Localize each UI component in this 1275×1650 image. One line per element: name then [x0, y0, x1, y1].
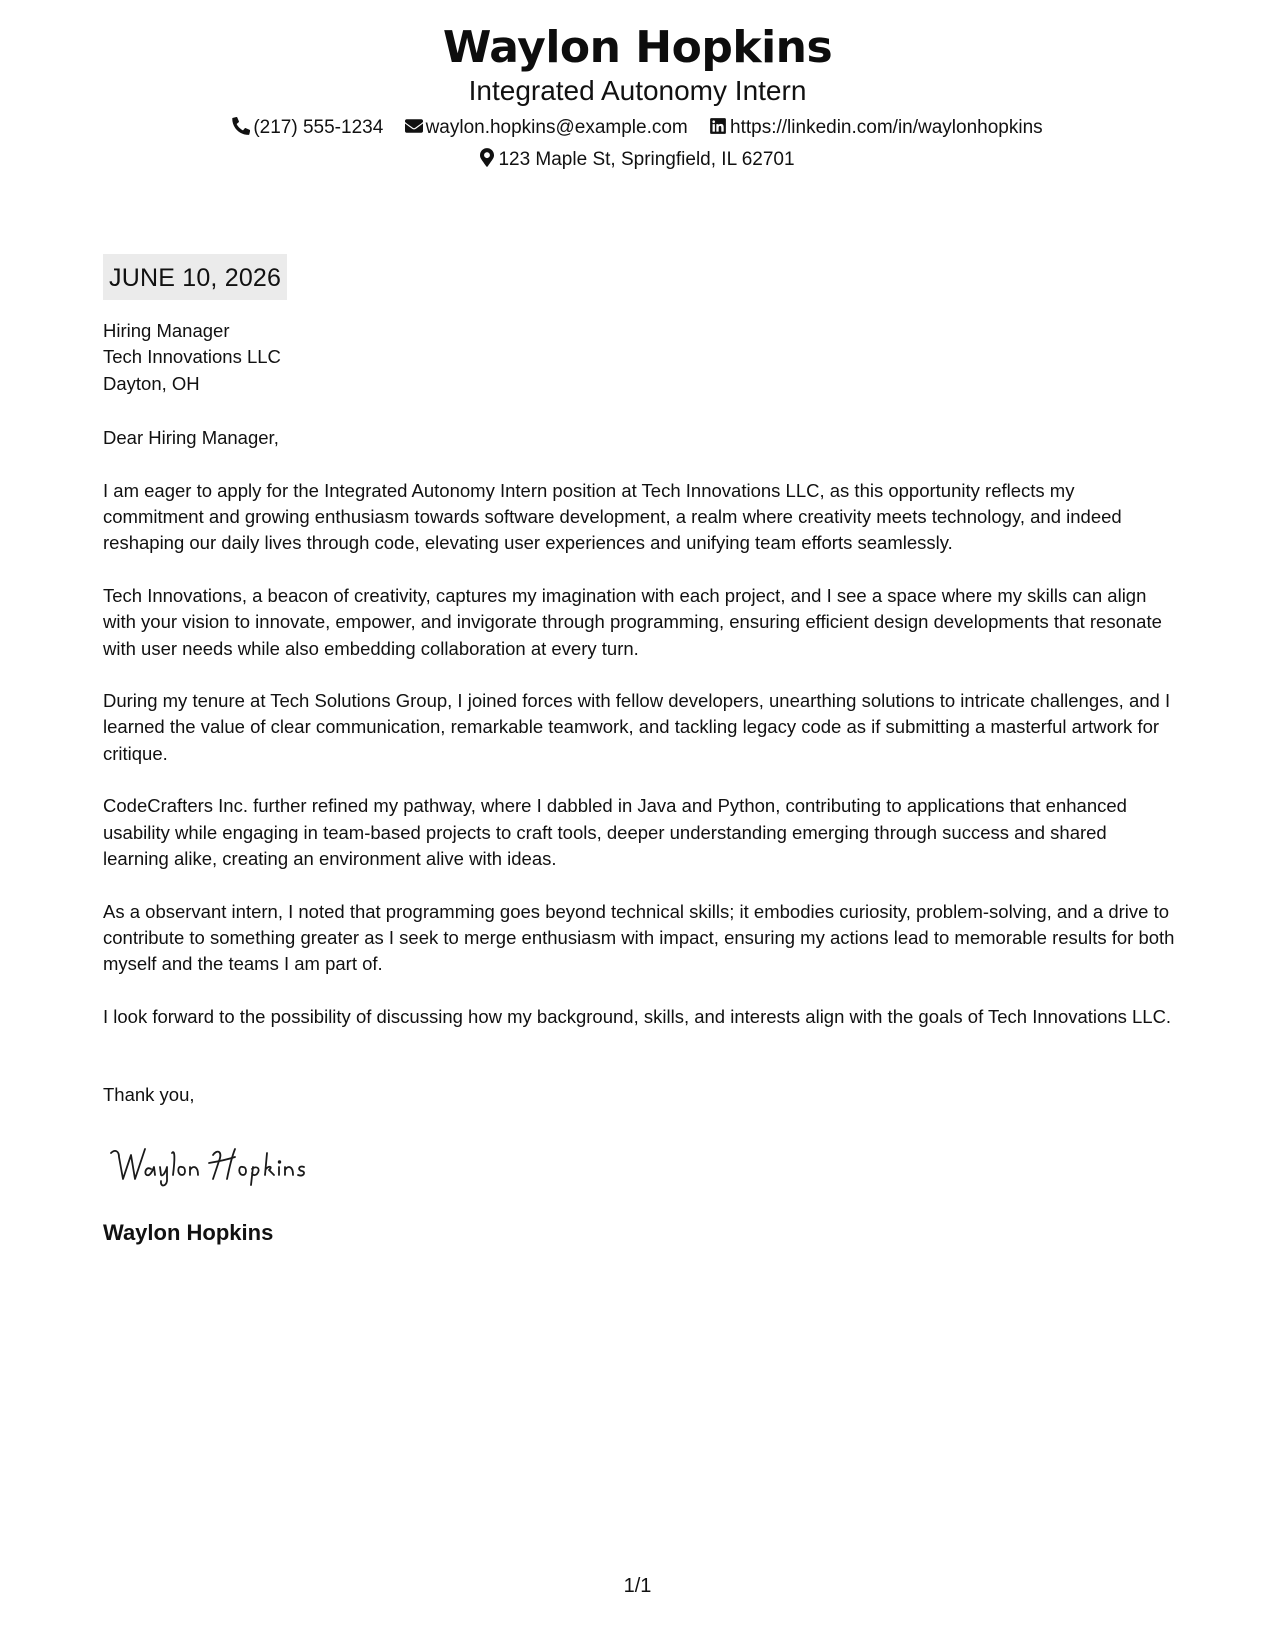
contact-email[interactable] — [405, 116, 688, 140]
paragraph-3: During my tenure at Tech Solutions Group, I joined forces with fellow developers, unearthing solutions to intricate challenges, and I learned the value of clear communication, remarkable teamwork, and tackling legacy code as if submitting a masterful artwork for critique. — [103, 690, 1171, 764]
closing: Thank you, — [103, 1084, 195, 1106]
contact-phone — [232, 116, 383, 140]
paragraph-5: As a observant intern, I noted that programming goes beyond technical skills; it embodies curiosity, problem-solving, and a drive to contribute to something greater as I seek to merge enthusiasm with impact, ensuring my actions lead to memorable results for both myself and the teams I am part of. — [103, 900, 1175, 975]
signer-name: Waylon Hopkins — [103, 1219, 274, 1245]
salutation: Dear Hiring Manager, — [103, 427, 279, 449]
letter-body — [103, 254, 1175, 1247]
handwritten-signature — [105, 1139, 365, 1191]
letter-header — [0, 22, 1275, 172]
contact-address — [0, 148, 1275, 172]
paragraph-2: Tech Innovations, a beacon of creativity, captures my imagination with each project, and I see a space where my skills can align with your vision to innovate, empower, and invigorate through programming, ensuring efficient design developments that resonate with user needs while also embedding collaboration at every turn. — [103, 584, 1162, 659]
map-marker-icon — [480, 148, 494, 167]
contact-linkedin[interactable] — [709, 116, 1043, 140]
letter-date: JUNE 10, 2026 — [103, 254, 287, 300]
page-number: 1/1 — [623, 1575, 652, 1597]
recipient-location: Dayton, OH — [103, 372, 200, 394]
phone-text: (217) 555-1234 — [253, 117, 384, 138]
paragraph-4: CodeCrafters Inc. further refined my pathway, where I dabbled in Java and Python, contributing to applications that enhanced usability while engaging in team-based projects to craft tools, deeper understanding emerging through success and shared learning alike, creating an environment alive with ideas. — [103, 795, 1127, 870]
recipient-title: Hiring Manager — [103, 320, 230, 341]
linkedin-text[interactable]: https://linkedin.com/in/waylonhopkins — [730, 117, 1043, 138]
applicant-name: Waylon Hopkins — [442, 22, 833, 73]
recipient-company: Tech Innovations LLC — [103, 346, 281, 368]
contact-row — [0, 116, 1275, 140]
paragraph-6: I look forward to the possibility of discussing how my background, skills, and interests align with the goals of Tech Innovations LLC. — [103, 1005, 1172, 1027]
linkedin-icon — [709, 117, 727, 135]
recipient-block — [103, 318, 1175, 397]
paragraph-1: I am eager to apply for the Integrated Autonomy Intern position at Tech Innovations LLC, as this opportunity reflects my commitment and growing enthusiasm towards software development, a realm where creativity meets technology, and indeed reshaping our daily lives through code, elevating user experiences and unifying team efforts seamlessly. — [103, 479, 1122, 554]
envelope-icon — [405, 117, 423, 135]
applicant-role: Integrated Autonomy Intern — [468, 75, 807, 106]
phone-icon — [232, 117, 250, 135]
email-text[interactable]: waylon.hopkins@example.com — [425, 117, 688, 138]
address-text: 123 Maple St, Springfield, IL 62701 — [498, 149, 795, 170]
